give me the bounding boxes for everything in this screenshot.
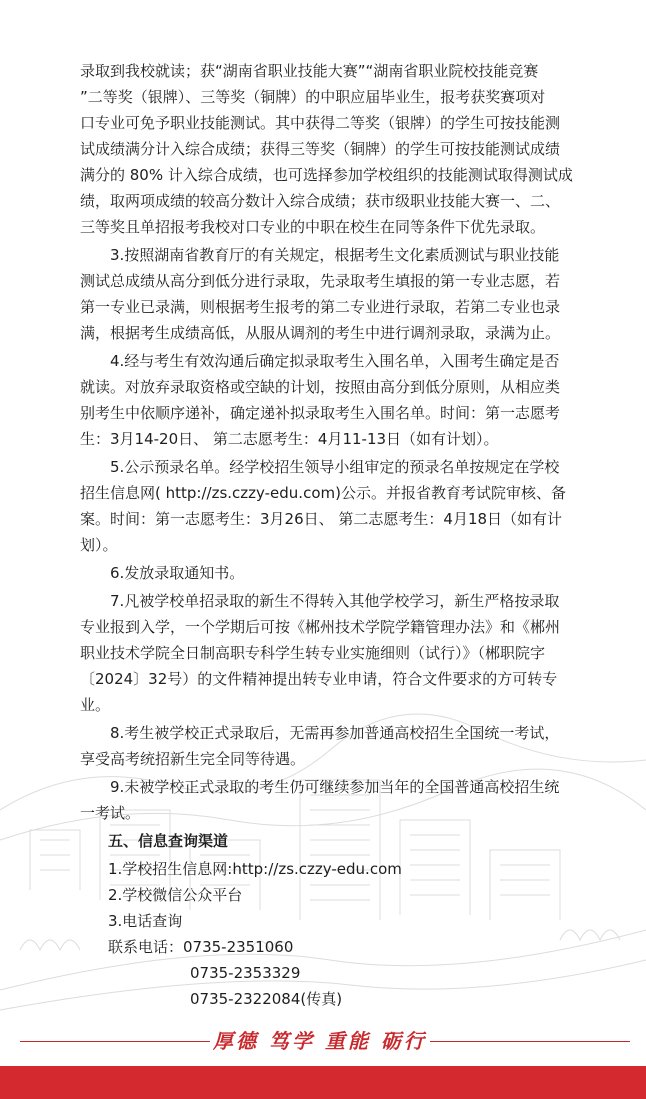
info-line: 3.电话查询	[108, 912, 183, 930]
paragraph-line: 绩，取两项成绩的较高分数计入综合成绩；获市级职业技能大赛一、二、	[80, 192, 561, 210]
divider-line	[430, 1041, 630, 1042]
building-outline	[30, 830, 80, 890]
contact-phone: 联系电话：0735-2351060	[108, 938, 294, 956]
school-motto: 厚德 笃学 重能 砺行	[213, 1029, 427, 1053]
paragraph-line: 5.公示预录名单。经学校招生领导小组审定的预录名单按规定在学校	[110, 458, 560, 476]
contact-phone: 0735-2353329	[190, 964, 301, 982]
paragraph-line: 8.考生被学校正式录取后，无需再参加普通高校招生全国统一考试，	[110, 724, 560, 742]
paragraph-line: ”二等奖（银牌）、三等奖（铜牌）的中职应届毕业生，报考获奖赛项对	[80, 88, 546, 106]
paragraph-line: 业。	[80, 696, 111, 714]
footer-bar	[0, 1066, 646, 1099]
divider-line	[20, 1041, 210, 1042]
paragraph-line: 6.发放录取通知书。	[110, 564, 245, 582]
paragraph-line: 口专业可免予职业技能测试。其中获得二等奖（银牌）的学生可按技能测	[80, 114, 561, 132]
paragraph-line: 满分的 80% 计入综合成绩，也可选择参加学校组织的技能测试取得测试成	[80, 166, 573, 184]
paragraph-line: 职业技术学院全日制高职专科学生转专业实施细则（试行）》（郴职院字	[80, 644, 546, 662]
paragraph-line: 划）。	[80, 536, 118, 554]
info-line: 2.学校微信公众平台	[108, 886, 243, 904]
paragraph-line: 一考试。	[80, 804, 141, 822]
paragraph-line: 专业报到入学，一个学期后可按《郴州技术学院学籍管理办法》和《郴州	[80, 618, 561, 636]
paragraph-line: 试成绩满分计入综合成绩；获得三等奖（铜牌）的学生可按技能测试成绩	[80, 140, 561, 158]
paragraph-line: 就读。对放弃录取资格或空缺的计划，按照由高分到低分原则，从相应类	[80, 378, 561, 396]
paragraph-line: 测试总成绩从高分到低分进行录取，先录取考生填报的第一专业志愿，若	[80, 272, 561, 290]
paragraph-line: 满，根据考生成绩高低，从服从调剂的考生中进行调剂录取，录满为止。	[80, 324, 561, 342]
contact-fax: 0735-2322084(传真)	[190, 990, 343, 1008]
paragraph-line: 〔2024〕32号）的文件精神提出转专业申请，符合文件要求的方可转专	[80, 670, 558, 688]
paragraph-line: 9.未被学校正式录取的考生仍可继续参加当年的全国普通高校招生统	[110, 778, 560, 796]
paragraph-line: 享受高考统招新生完全同等待遇。	[80, 750, 306, 768]
paragraph-line: 录取到我校就读；获“湖南省职业技能大赛”“湖南省职业院校技能竞赛	[80, 62, 539, 80]
paragraph-line: 三等奖且单招报考我校对口专业的中职在校生在同等条件下优先录取。	[80, 218, 546, 236]
info-line: 1.学校招生信息网:http://zs.czzy-edu.com	[108, 860, 402, 878]
paragraph-line: 招生信息网( http://zs.czzy-edu.com)公示。并报省教育考试院审核、备	[80, 484, 566, 502]
paragraph-line: 7.凡被学校单招录取的新生不得转入其他学校学习，新生严格按录取	[110, 592, 560, 610]
paragraph-line: 4.经与考生有效沟通后确定拟录取考生入围名单，入围考生确定是否	[110, 352, 560, 370]
paragraph-line: 生：3月14-20日、 第二志愿考生：4月11-13日（如有计划）。	[80, 430, 499, 448]
paragraph-line: 别考生中依顺序递补，确定递补拟录取考生入围名单。时间：第一志愿考	[80, 404, 561, 422]
paragraph-line: 3.按照湖南省教育厅的有关规定，根据考生文化素质测试与职业技能	[110, 246, 560, 264]
paragraph-line: 第一专业已录满，则根据考生报考的第二专业进行录取，若第二专业也录	[80, 298, 561, 316]
section-heading: 五、信息查询渠道	[108, 832, 229, 850]
paragraph-line: 案。时间：第一志愿考生：3月26日、 第二志愿考生：4月18日（如有计	[80, 510, 563, 528]
